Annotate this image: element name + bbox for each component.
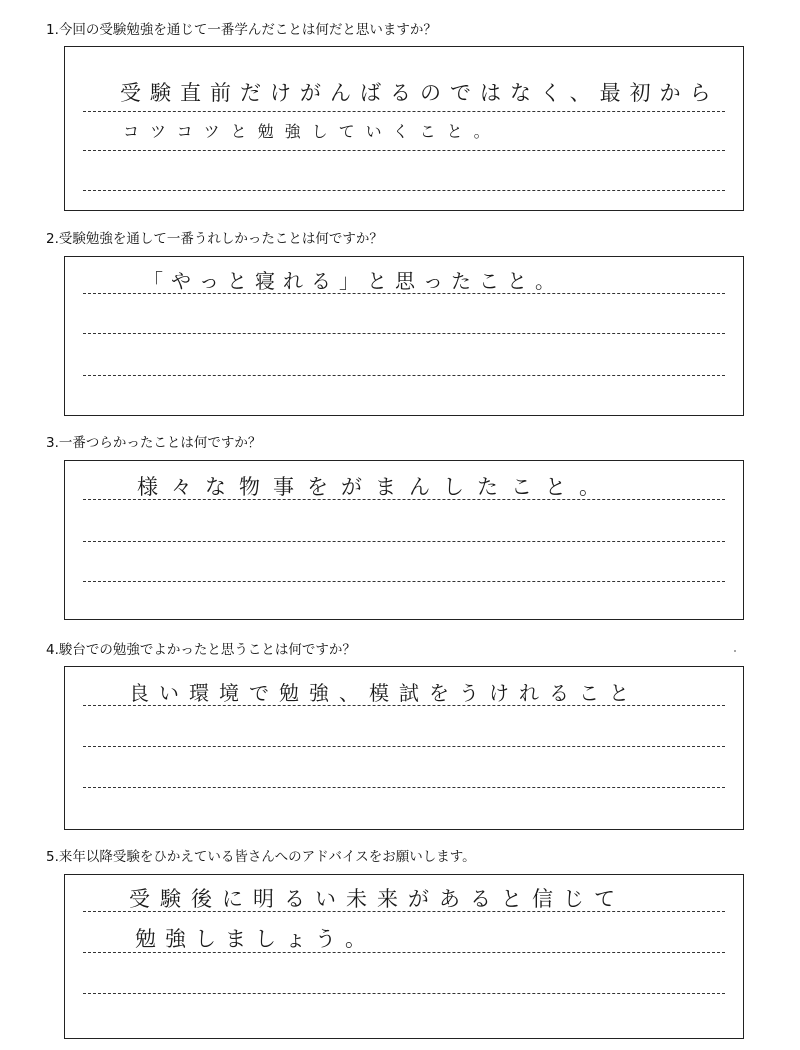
question-3-title: 3.一番つらかったことは何ですか？ bbox=[46, 435, 262, 451]
answer-line bbox=[83, 581, 725, 582]
answer-box-2 bbox=[64, 256, 744, 416]
answer-line bbox=[83, 746, 725, 747]
answer-line bbox=[83, 333, 725, 334]
answer-5-line-2: 勉強しましょう。 bbox=[135, 927, 375, 951]
answer-box-1 bbox=[64, 46, 744, 211]
question-1-title: 1.今回の受験勉強を通じて一番学んだことは何だと思いますか？ bbox=[46, 22, 437, 38]
answer-4-line-1: 良い環境で勉強、模試をうけれること bbox=[129, 681, 639, 705]
answer-box-5 bbox=[64, 874, 744, 1039]
answer-2-line-1: 「やっと寝れる」と思ったこと。 bbox=[143, 269, 563, 293]
answer-line bbox=[83, 541, 725, 542]
scan-speck bbox=[734, 650, 736, 652]
answer-line bbox=[83, 190, 725, 191]
answer-5-line-1: 受験後に明るい未来があると信じて bbox=[129, 887, 625, 911]
answer-1-line-2: コツコツと勉強していくこと。 bbox=[123, 122, 501, 141]
question-4-title: 4.駿台での勉強でよかったと思うことは何ですか？ bbox=[46, 642, 356, 658]
answer-line bbox=[83, 787, 725, 788]
answer-1-line-1: 受験直前だけがんばるのではなく、最初から bbox=[120, 81, 720, 105]
answer-box-3 bbox=[64, 460, 744, 620]
question-5-title: 5.来年以降受験をひかえている皆さんへのアドバイスをお願いします。 bbox=[46, 849, 476, 865]
question-2-title: 2.受験勉強を通して一番うれしかったことは何ですか？ bbox=[46, 231, 383, 247]
answer-box-4 bbox=[64, 666, 744, 830]
answer-line bbox=[83, 993, 725, 994]
answer-line bbox=[83, 150, 725, 151]
answer-line bbox=[83, 375, 725, 376]
answer-line bbox=[83, 111, 725, 112]
answer-3-line-1: 様々な物事をがまんしたこと。 bbox=[137, 475, 613, 499]
